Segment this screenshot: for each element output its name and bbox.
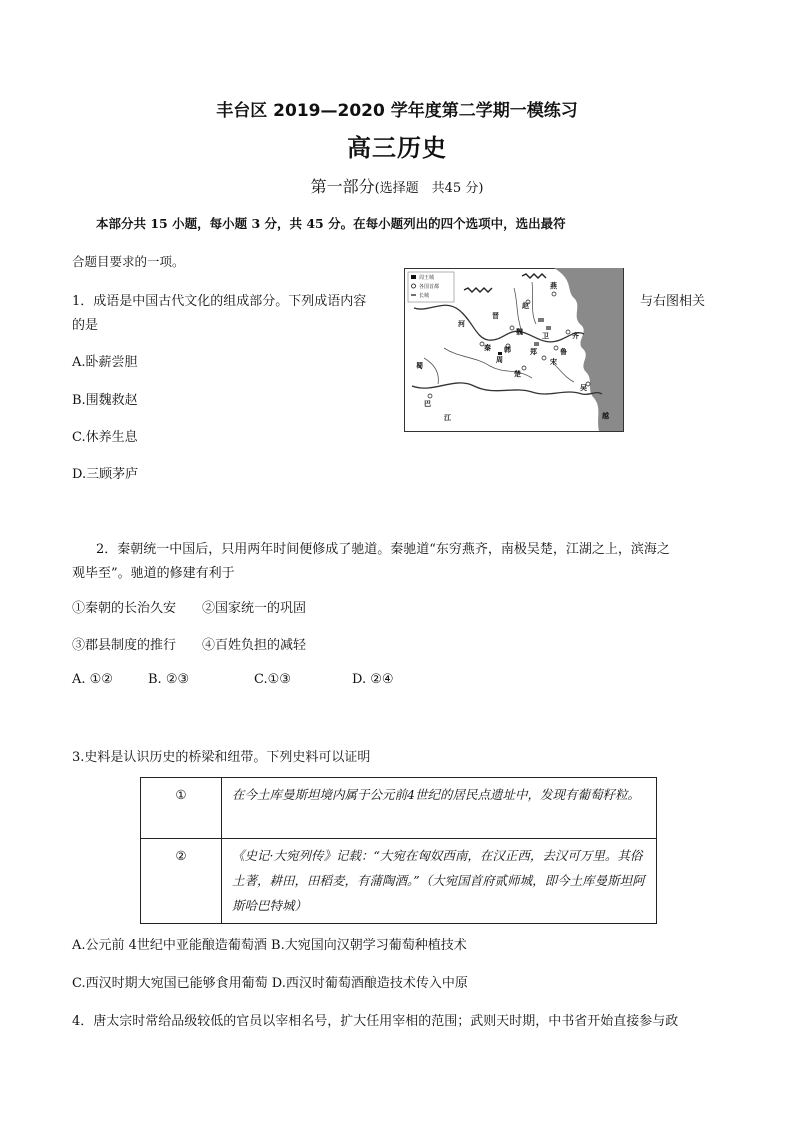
map-label: 吴 — [580, 383, 587, 392]
map-label: 巴 — [424, 399, 431, 408]
section-name: 第一部分 — [310, 177, 375, 196]
q3-source-table — [140, 777, 657, 924]
q2-option-c: C.①③ — [254, 672, 291, 687]
q1-stem-end: 的是 — [72, 318, 99, 333]
map-label: 郑 — [530, 347, 537, 356]
map-label: 韩 — [504, 345, 511, 354]
q2-stem-line-1: 2．秦朝统一中国后，只用两年时间便修成了驰道。秦驰道“东穷燕齐，南极吴楚，江湖之上，滨海之 — [96, 542, 670, 557]
q3-options-line-1: A.公元前 4世纪中亚能酿造葡萄酒 B.大宛国向汉朝学习葡萄种植技术 — [72, 938, 467, 953]
q3-stem: 3.史料是认识历史的桥梁和纽带。下列史料可以证明 — [72, 750, 371, 765]
legend-label: 各国首都 — [419, 284, 440, 290]
q1-option-b: B.围魏救赵 — [72, 393, 138, 408]
instructions-line-1: 本部分共 15 小题，每小题 3 分，共 45 分。在每小题列出的四个选项中，选出最符 — [96, 216, 566, 231]
q2-option-a: A. ①② — [72, 672, 113, 687]
q1-stem-right: 与右图相关 — [640, 294, 706, 309]
map-label: 卫 — [542, 331, 549, 340]
table-row — [141, 778, 657, 839]
map-label: 河 — [458, 319, 465, 328]
map-label: 魏 — [516, 327, 523, 336]
legend-label: 周王城 — [419, 275, 435, 281]
exam-title: 丰台区 2019—2020 学年度第二学期一模练习 — [216, 101, 578, 121]
map-label: 燕 — [550, 281, 557, 290]
q1-stem-left: 1．成语是中国古代文化的组成部分。下列成语内容 — [72, 294, 367, 309]
q2-option-b: B. ②③ — [148, 672, 190, 687]
map-label: 赵 — [522, 301, 529, 310]
map-label: 周 — [496, 355, 503, 364]
map-label: 鲁 — [560, 347, 567, 356]
map-label: 齐 — [572, 331, 579, 340]
map-label: 秦 — [484, 343, 491, 352]
map-label: 楚 — [514, 369, 521, 378]
source-text: 《史记·大宛列传》记载：“大宛在匈奴西南，在汉正西，去汉可万里。其俗土著，耕田，田稻麦，有蒲陶酒。”（大宛国首府贰师城，即今土库曼斯坦阿斯哈巴特城） — [222, 839, 657, 924]
q2-stem-line-2: 观毕至”。驰道的修建有利于 — [72, 566, 235, 581]
map-label: 蜀 — [416, 361, 423, 370]
map-label: 越 — [602, 411, 609, 420]
section-note: (选择题 共45 分) — [374, 181, 484, 196]
source-number: ① — [141, 778, 222, 839]
q4-stem: 4．唐太宗时常给品级较低的官员以宰相名号，扩大任用宰相的范围；武则天时期，中书省开始直接参与政 — [72, 1014, 679, 1029]
subject-title: 高三历史 — [347, 134, 447, 162]
map-label: 宋 — [550, 357, 557, 366]
source-number: ② — [141, 839, 222, 924]
legend-swatch-capital — [411, 275, 416, 279]
legend-label: 长城 — [419, 293, 430, 299]
q1-option-c: C.休养生息 — [72, 430, 138, 445]
instructions-line-2: 合题目要求的一项。 — [72, 254, 185, 269]
q2-items-row-2: ③郡县制度的推行 ④百姓负担的减轻 — [72, 638, 307, 653]
q2-items-row-1: ①秦朝的长治久安 ②国家统一的巩固 — [72, 601, 307, 616]
map-label: 江 — [444, 413, 451, 422]
map-legend — [408, 272, 454, 302]
q2-option-d: D. ②④ — [352, 672, 394, 687]
map-label: 晋 — [492, 311, 499, 320]
section-title — [0, 174, 794, 197]
q1-option-d: D.三顾茅庐 — [72, 467, 139, 482]
table-row — [141, 839, 657, 924]
source-text: 在今土库曼斯坦境内属于公元前4世纪的居民点遗址中，发现有葡萄籽粒。 — [222, 778, 657, 839]
q3-options-line-2: C.西汉时期大宛国已能够食用葡萄 D.西汉时葡萄酒酿造技术传入中原 — [72, 976, 468, 991]
q1-option-a: A.卧薪尝胆 — [72, 355, 138, 370]
warring-states-map — [404, 268, 624, 432]
